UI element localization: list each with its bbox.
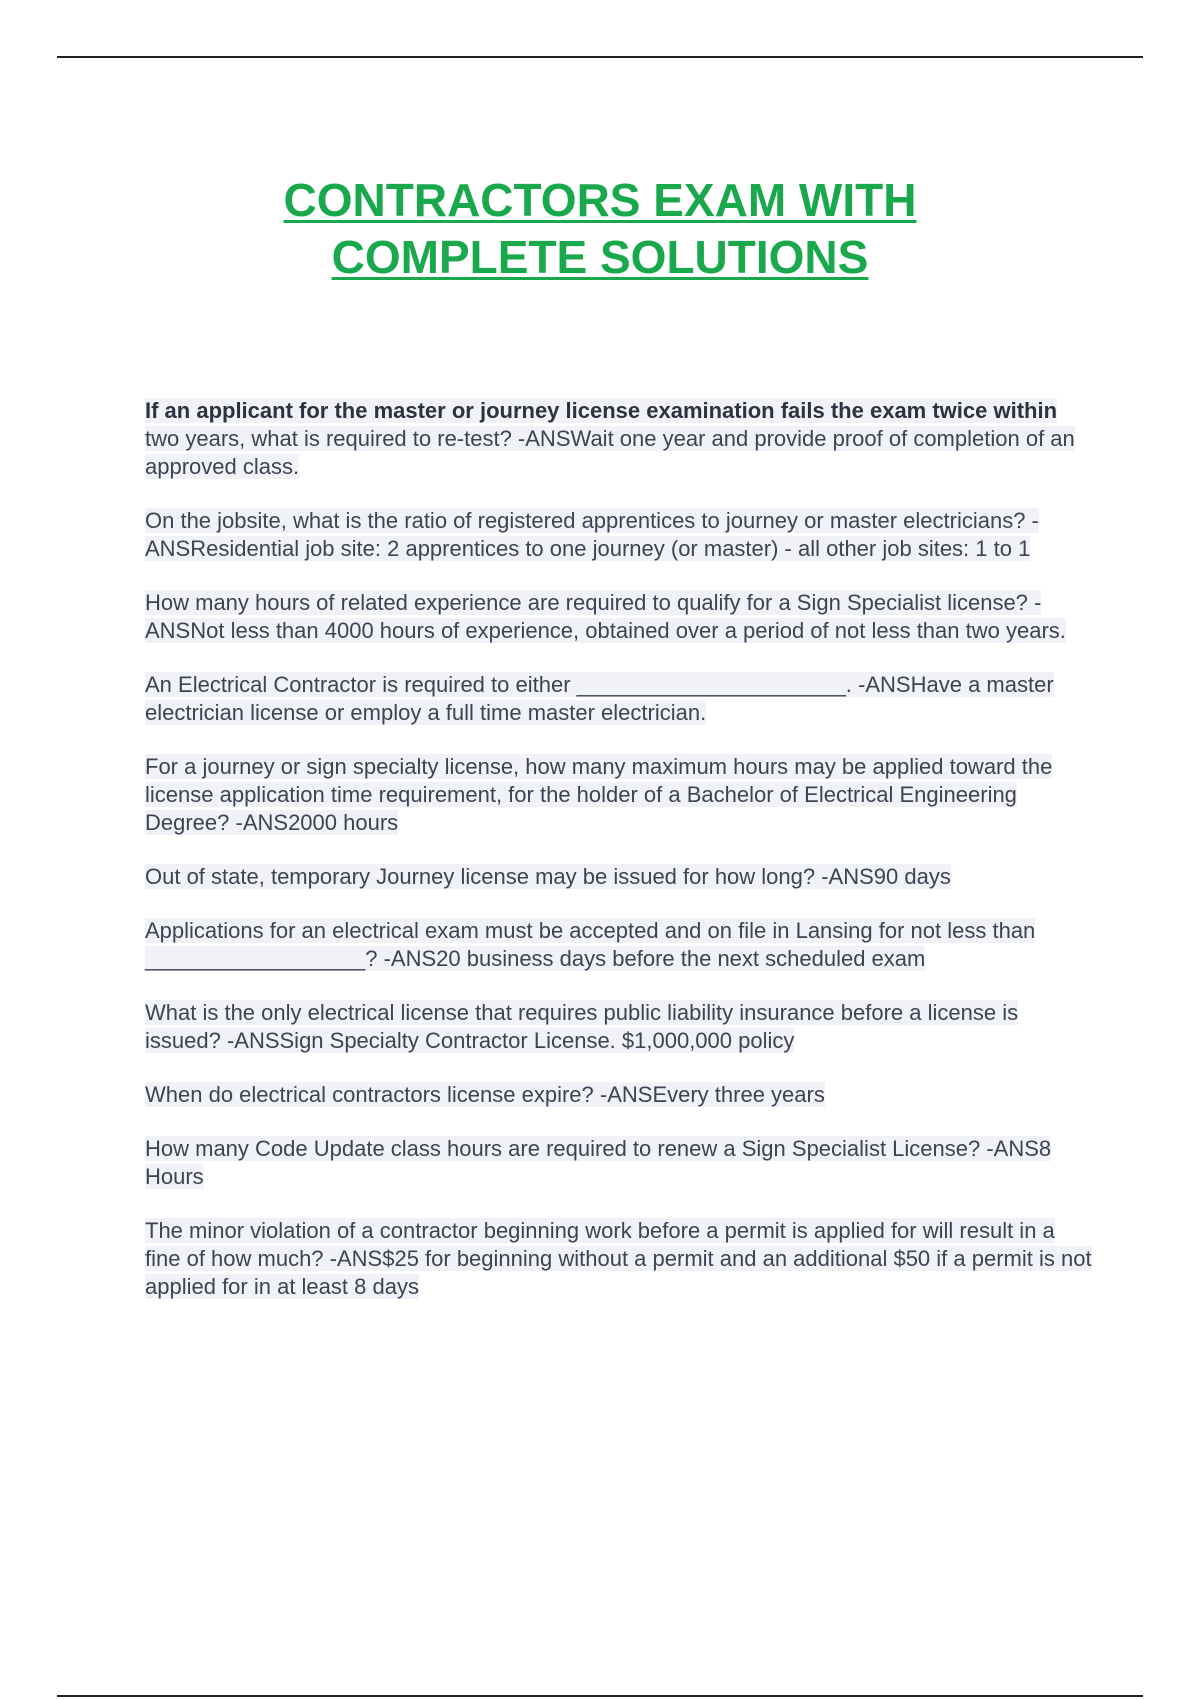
qa-item (145, 397, 1095, 481)
qa-text: On the jobsite, what is the ratio of registered apprentices to journey or master electricians? -ANSResidential job site: 2 apprentices to one journey (or master) - all other job sites: 1 to 1 (145, 508, 1039, 561)
qa-text: What is the only electrical license that requires public liability insurance before a license is issued? -ANSSign Specialty Contractor License. $1,000,000 policy (145, 1000, 1019, 1053)
qa-item (145, 671, 1095, 727)
qa-text: Applications for an electrical exam must be accepted and on file in Lansing for not less than __________________? -ANS20 business days before the next scheduled exam (145, 918, 1036, 971)
qa-item (145, 999, 1095, 1055)
qa-text: How many hours of related experience are required to qualify for a Sign Specialist license? -ANSNot less than 4000 hours of experience, obtained over a period of not less than two years. (145, 590, 1066, 643)
title-line-2: COMPLETE SOLUTIONS (331, 231, 869, 283)
qa-text: For a journey or sign specialty license, how many maximum hours may be applied toward the license application time requirement, for the holder of a Bachelor of Electrical Engineering Degree? -ANS2000 hours (145, 754, 1053, 835)
qa-item (145, 1135, 1095, 1191)
qa-item (145, 1217, 1095, 1301)
qa-text: Out of state, temporary Journey license may be issued for how long? -ANS90 days (145, 864, 951, 889)
qa-item (145, 507, 1095, 563)
title-line-1: CONTRACTORS EXAM WITH (283, 174, 917, 226)
qa-question-bold: If an applicant for the master or journey license examination fails the exam twice within (145, 398, 1058, 423)
qa-item (145, 753, 1095, 837)
qa-item (145, 589, 1095, 645)
qa-text: The minor violation of a contractor beginning work before a permit is applied for will result in a fine of how much? -ANS$25 for beginning without a permit and an additional $50 if a permit is not applied for in at least 8 days (145, 1218, 1092, 1299)
document-title (0, 172, 1200, 286)
qa-text: two years, what is required to re-test? -ANSWait one year and provide proof of completion of an approved class. (145, 426, 1075, 479)
qa-text: How many Code Update class hours are required to renew a Sign Specialist License? -ANS8 Hours (145, 1136, 1052, 1189)
footer-rule (57, 1695, 1143, 1697)
qa-item (145, 917, 1095, 973)
qa-list (145, 397, 1095, 1327)
qa-text: An Electrical Contractor is required to either ______________________. -ANSHave a master electrician license or employ a full time master electrician. (145, 672, 1054, 725)
header-rule (57, 56, 1143, 58)
qa-item (145, 863, 1095, 891)
qa-item (145, 1081, 1095, 1109)
qa-text: When do electrical contractors license expire? -ANSEvery three years (145, 1082, 825, 1107)
